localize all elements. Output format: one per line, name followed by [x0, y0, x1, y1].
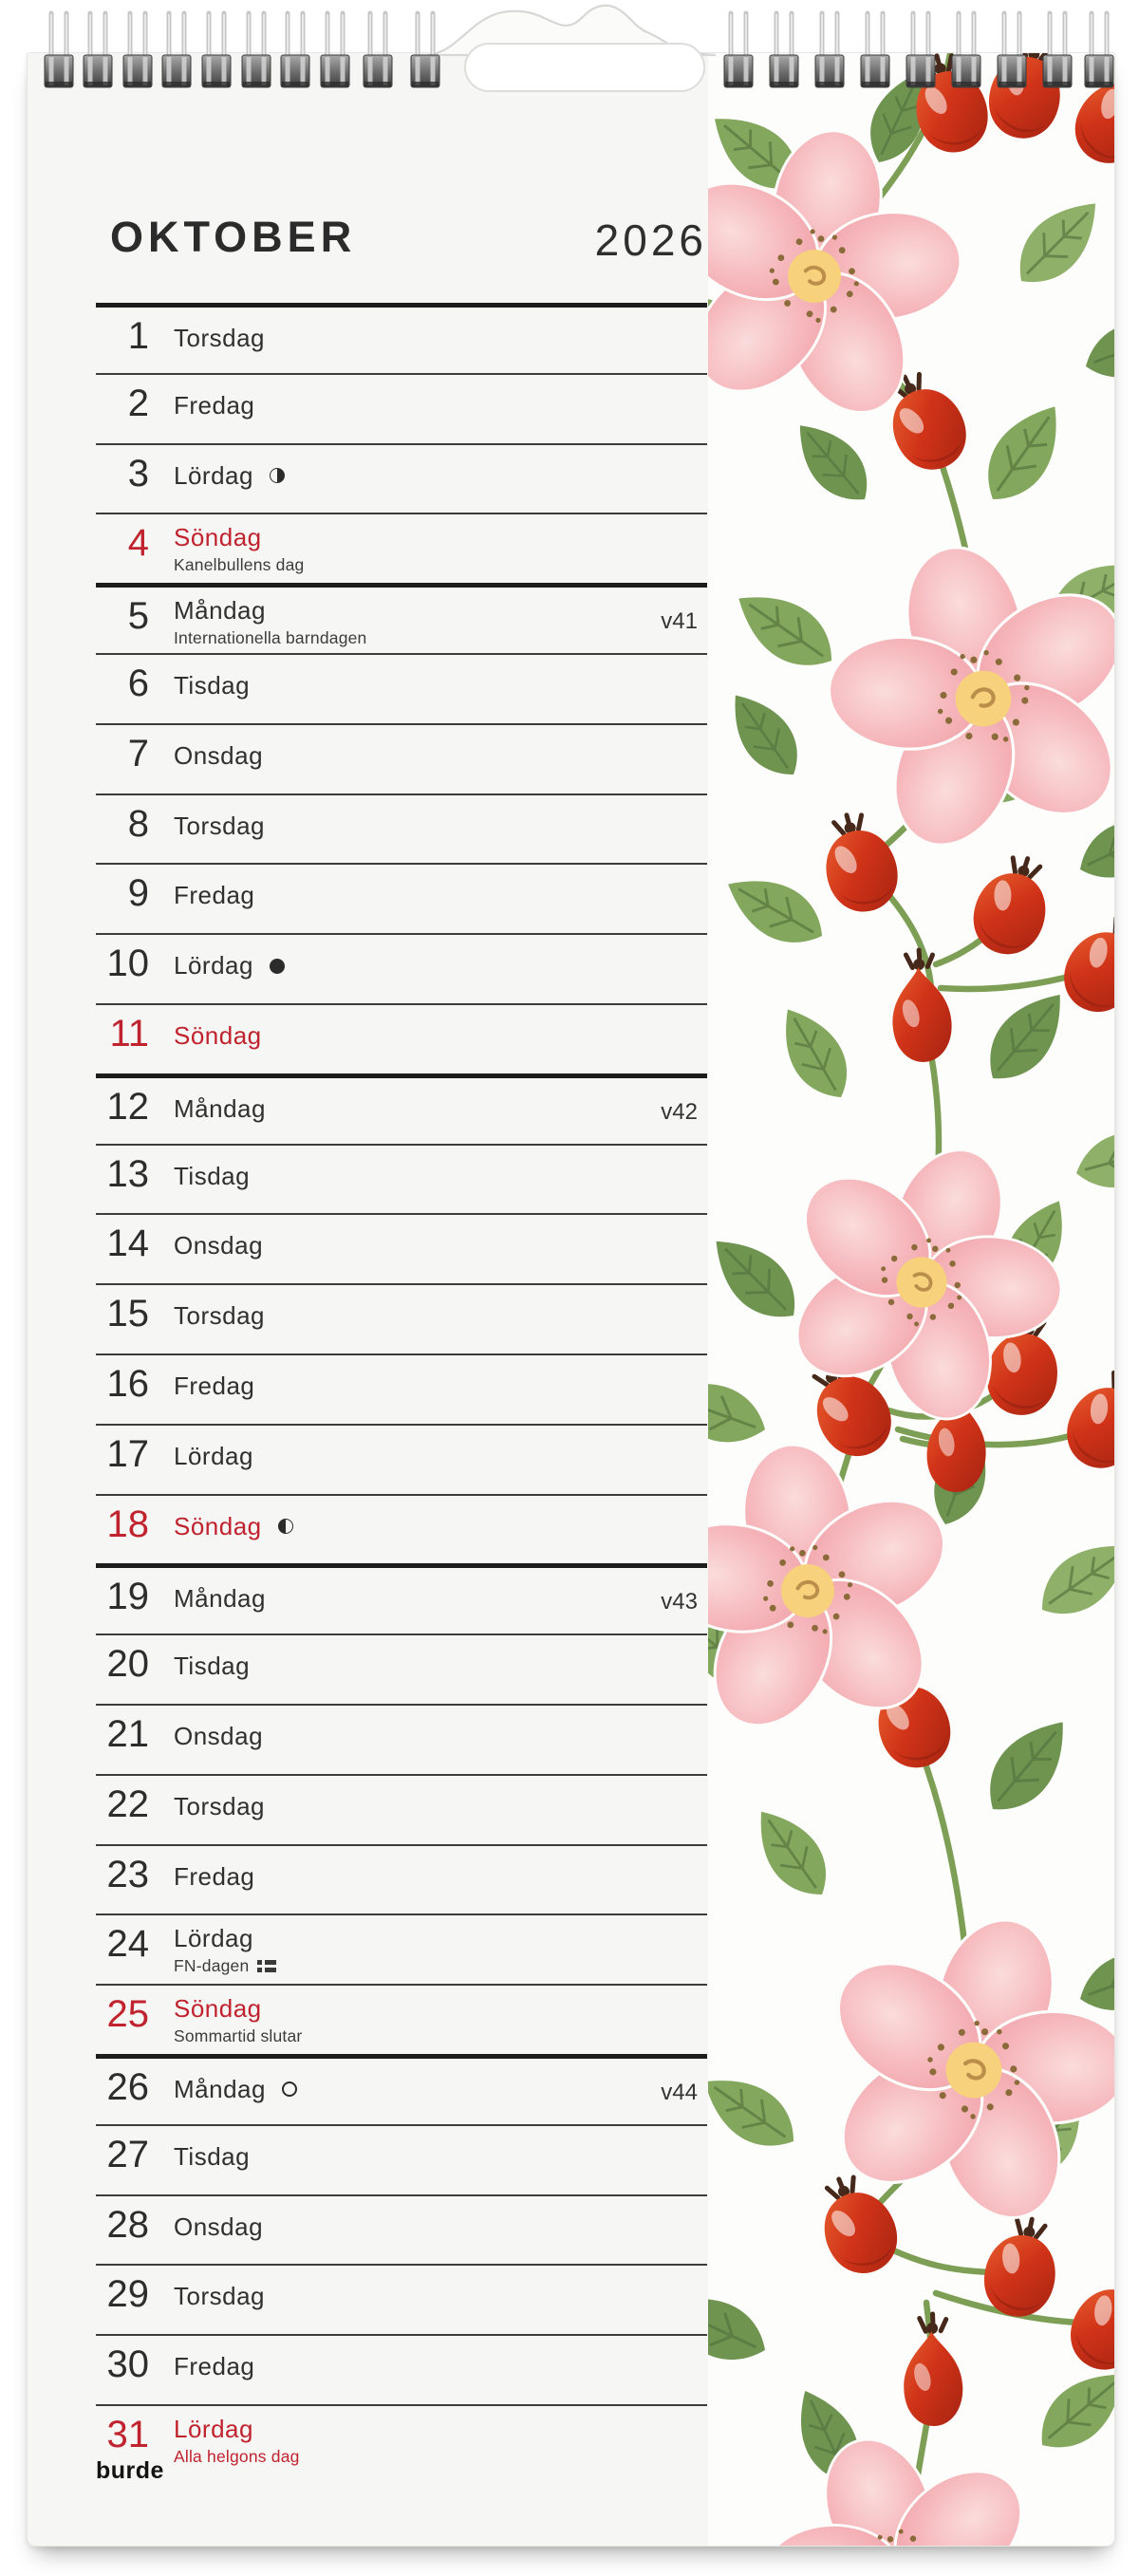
day-number: 9 [127, 872, 149, 915]
hanging-slot [465, 44, 704, 91]
brand-logo: burde [96, 2457, 164, 2484]
day-name: Onsdag [174, 1231, 264, 1260]
day-note: Kanelbullens dag [174, 555, 305, 575]
day-note: FN-dagen [174, 1956, 250, 1976]
day-row [96, 863, 707, 933]
day-number: 6 [127, 662, 149, 704]
hanging-tab [429, 6, 716, 91]
day-number: 15 [106, 1293, 149, 1335]
day-name: Måndag [174, 596, 266, 625]
day-rows [96, 303, 707, 2474]
day-name: Tisdag [174, 1161, 251, 1190]
coil [861, 13, 889, 87]
day-number: 10 [106, 943, 149, 985]
day-name: Tisdag [174, 670, 251, 700]
moon-last-quarter-icon [270, 468, 285, 483]
day-row [96, 1774, 707, 1844]
day-row [96, 2334, 707, 2404]
day-number: 12 [106, 1085, 149, 1128]
day-row [96, 653, 707, 723]
day-note: Alla helgons dag [174, 2446, 300, 2466]
coil [242, 13, 271, 87]
day-row [96, 2264, 707, 2334]
day-number: 17 [106, 1432, 149, 1475]
day-row [96, 583, 707, 653]
week-number: v41 [661, 608, 698, 635]
day-number: 4 [127, 522, 149, 565]
week-number: v44 [661, 2079, 698, 2105]
rose-flowers [708, 104, 1114, 2546]
day-number: 7 [127, 732, 149, 775]
floral-border-art [708, 53, 1114, 2546]
day-name: Torsdag [174, 324, 265, 352]
day-row [96, 723, 707, 793]
day-number: 28 [106, 2203, 149, 2246]
day-row [96, 1563, 707, 1633]
day-row [96, 1984, 707, 2054]
day-number: 14 [106, 1223, 149, 1265]
coil [281, 13, 309, 87]
day-row [96, 2124, 707, 2194]
day-name: Söndag [174, 1020, 262, 1050]
coil [1085, 13, 1113, 87]
day-row [96, 1283, 707, 1353]
floral-border [708, 53, 1114, 2546]
day-name: Lördag [174, 2414, 253, 2443]
year-label: 2026 [594, 215, 707, 265]
day-row [96, 1424, 707, 1494]
day-row [96, 1213, 707, 1283]
day-note: Internationella barndagen [174, 628, 367, 648]
day-number: 26 [106, 2065, 149, 2108]
day-number: 13 [106, 1152, 149, 1195]
day-row [96, 1844, 707, 1914]
day-number: 29 [106, 2273, 149, 2316]
coil [84, 13, 112, 87]
day-number: 23 [106, 1853, 149, 1895]
coil [411, 13, 439, 87]
day-number: 5 [127, 595, 149, 638]
day-row [96, 2054, 707, 2124]
day-row [96, 1144, 707, 1214]
day-name: Lördag [174, 460, 253, 490]
day-name: Tisdag [174, 1652, 251, 1681]
day-name: Söndag [174, 1511, 262, 1540]
coil [906, 13, 935, 87]
day-name: Måndag [174, 1093, 266, 1123]
day-name: Torsdag [174, 1301, 265, 1331]
day-row [96, 443, 707, 513]
day-name: Lördag [174, 1924, 253, 1953]
day-row [96, 513, 707, 583]
day-row [96, 1704, 707, 1774]
day-number: 25 [106, 1993, 149, 2036]
day-number: 18 [106, 1503, 149, 1545]
day-number: 30 [106, 2343, 149, 2386]
day-number: 19 [106, 1576, 149, 1618]
day-name: Onsdag [174, 2212, 264, 2241]
day-number: 20 [106, 1643, 149, 1686]
day-name: Lördag [174, 1441, 253, 1470]
day-row [96, 303, 707, 373]
coil [998, 13, 1026, 87]
day-name: Lördag [174, 951, 253, 980]
day-row [96, 1353, 707, 1424]
day-note: Sommartid slutar [174, 2026, 303, 2046]
coil [815, 13, 844, 87]
coil [45, 13, 73, 87]
coil [321, 13, 349, 87]
coil [364, 13, 392, 87]
day-name: Söndag [174, 1994, 262, 2024]
coil [770, 13, 798, 87]
day-number: 31 [106, 2413, 149, 2455]
moon-full-icon [282, 2081, 297, 2097]
day-name: Måndag [174, 1584, 266, 1614]
week-number: v42 [661, 1098, 698, 1125]
day-name: Torsdag [174, 811, 265, 840]
flag-day-icon [257, 1959, 276, 1973]
coil [952, 13, 980, 87]
day-row [96, 1913, 707, 1984]
day-number: 22 [106, 1783, 149, 1825]
day-row [96, 1003, 707, 1073]
day-name: Fredag [174, 2352, 255, 2381]
day-row [96, 2404, 707, 2474]
day-number: 3 [127, 452, 149, 495]
day-name: Fredag [174, 390, 255, 420]
day-row [96, 793, 707, 864]
coil [123, 13, 152, 87]
calendar-page [27, 52, 1115, 2547]
spiral-binding [0, 0, 1139, 114]
day-name: Fredag [174, 1371, 255, 1400]
day-name: Torsdag [174, 2282, 265, 2311]
coil [1043, 13, 1072, 87]
day-number: 16 [106, 1362, 149, 1405]
moon-first-quarter-icon [278, 1519, 293, 1534]
day-row [96, 1494, 707, 1564]
day-name: Måndag [174, 2074, 266, 2103]
day-number: 1 [127, 315, 149, 357]
day-name: Söndag [174, 523, 262, 552]
coil [724, 13, 753, 87]
day-number: 27 [106, 2133, 149, 2175]
day-name: Fredag [174, 1861, 255, 1891]
day-name: Tisdag [174, 2141, 251, 2171]
day-row [96, 1633, 707, 1704]
moon-new-icon [270, 959, 285, 974]
day-row [96, 1073, 707, 1144]
day-name: Torsdag [174, 1791, 265, 1820]
coil [162, 13, 191, 87]
day-number: 8 [127, 802, 149, 845]
day-row [96, 933, 707, 1003]
day-number: 2 [127, 382, 149, 424]
day-number: 21 [106, 1712, 149, 1755]
day-number: 24 [106, 1923, 149, 1966]
day-number: 11 [109, 1012, 149, 1055]
day-row [96, 2194, 707, 2265]
day-name: Fredag [174, 881, 255, 910]
month-title: OKTOBER [110, 213, 357, 261]
day-name: Onsdag [174, 740, 264, 770]
coil [202, 13, 231, 87]
day-row [96, 373, 707, 443]
week-number: v43 [661, 1589, 698, 1615]
day-name: Onsdag [174, 1721, 264, 1750]
